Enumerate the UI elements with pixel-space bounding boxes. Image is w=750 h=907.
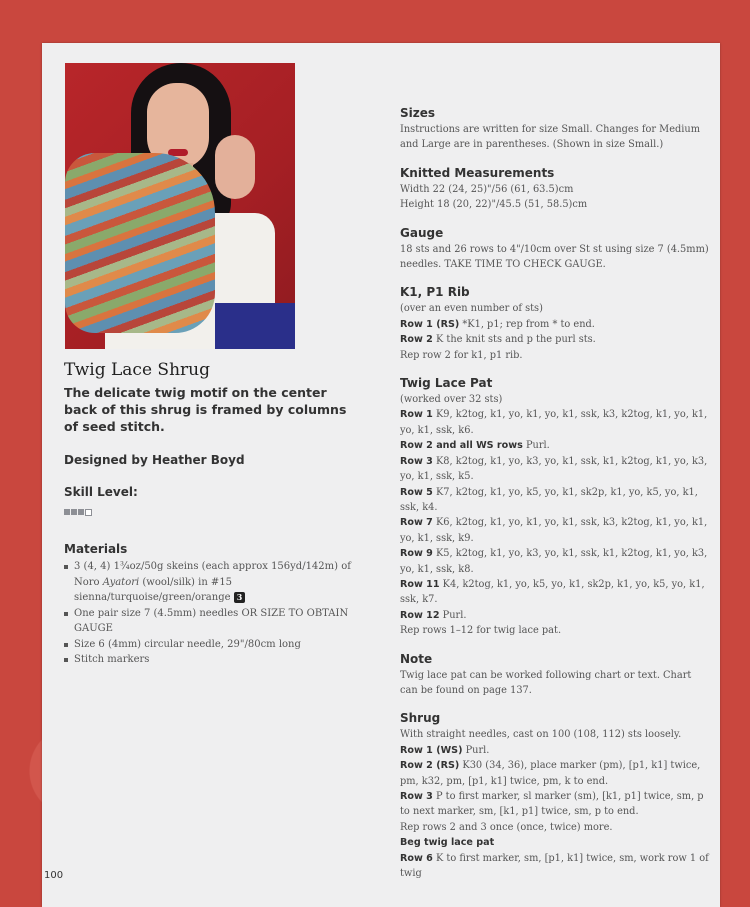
instruction-row	[400, 407, 710, 438]
row-label: Row 5	[400, 486, 433, 498]
sizes-section	[400, 106, 710, 153]
instruction-row	[400, 820, 710, 835]
yarn-text-pre: 3 (4, 4) 1¾oz/50g skeins (each approx 156yd/142m) of Noro	[74, 561, 351, 588]
shrug-section	[400, 711, 710, 881]
lace-subheading: (worked over 32 sts)	[400, 394, 503, 406]
instruction-row	[400, 851, 710, 882]
row-label: Row 2	[400, 334, 433, 346]
materials-item: Size 6 (4mm) circular needle, 29"/80cm long	[64, 637, 354, 653]
instruction-row	[400, 454, 710, 485]
skill-box-filled	[71, 509, 77, 515]
materials-section	[64, 542, 354, 668]
rib-section	[400, 285, 710, 363]
row-label: Row 3	[400, 455, 433, 467]
row-label: Row 2 (RS)	[400, 760, 460, 772]
gauge-heading: Gauge	[400, 225, 444, 240]
skill-level-label: Skill Level:	[64, 485, 138, 499]
measurements-section	[400, 166, 710, 213]
row-text: K8, k2tog, k1, yo, k3, yo, k1, ssk, k1, k2tog, k1, yo, k3, yo, k1, ssk, k5.	[400, 455, 708, 483]
note-text: Twig lace pat can be worked following chart or text. Chart can be found on page 137.	[400, 669, 692, 696]
instruction-row	[400, 623, 710, 638]
left-column	[64, 360, 354, 668]
row-text: Rep row 2 for k1, p1 rib.	[400, 349, 523, 361]
photo-hand	[215, 135, 255, 199]
gauge-text: 18 sts and 26 rows to 4"/10cm over St st using size 7 (4.5mm) needles. TAKE TIME TO CHECK GAUGE.	[400, 243, 709, 271]
note-heading: Note	[400, 651, 433, 666]
page-number: 100	[44, 870, 64, 881]
rib-rows	[400, 317, 710, 363]
instruction-row	[400, 546, 710, 577]
materials-list	[64, 559, 354, 668]
instruction-row	[400, 758, 710, 789]
row-label: Row 11	[400, 578, 440, 590]
skill-box-filled	[64, 509, 70, 515]
materials-item-yarn	[64, 559, 354, 606]
measurement-width: Width 22 (24, 25)"/56 (61, 63.5)cm	[400, 183, 574, 195]
instruction-row	[400, 727, 710, 742]
photo-pants	[215, 303, 295, 349]
row-text: K9, k2tog, k1, yo, k1, yo, k1, ssk, k3, k2tog, k1, yo, k1, yo, k1, ssk, k6.	[400, 409, 708, 436]
row-text: With straight needles, cast on 100 (108, 112) sts loosely.	[400, 729, 682, 741]
instruction-row	[400, 348, 710, 363]
row-label: Row 2 and all WS rows	[400, 440, 523, 452]
pattern-title: Twig Lace Shrug	[64, 360, 210, 380]
designer-credit: Designed by Heather Boyd	[64, 453, 245, 467]
measurements-heading: Knitted Measurements	[400, 165, 555, 180]
skill-level-indicator	[64, 509, 354, 516]
rib-heading: K1, P1 Rib	[400, 285, 470, 300]
row-text: Purl.	[462, 744, 490, 756]
yarn-text-post: (wool/silk) in #15 sienna/turquoise/green/orange	[74, 576, 234, 603]
row-text: Purl.	[439, 609, 467, 621]
instruction-row	[400, 608, 710, 623]
row-label: Beg twig lace pat	[400, 837, 495, 849]
gauge-section	[400, 226, 710, 273]
instruction-row	[400, 743, 710, 758]
row-text: Purl.	[522, 440, 550, 452]
yarn-weight-badge: 3	[234, 592, 246, 603]
row-text: K6, k2tog, k1, yo, k1, yo, k1, ssk, k3, k2tog, k1, yo, k1, yo, k1, ssk, k9.	[400, 517, 708, 544]
shrug-rows	[400, 727, 710, 881]
instruction-row	[400, 515, 710, 546]
materials-item: Stitch markers	[64, 652, 354, 668]
model-photo	[65, 63, 295, 349]
row-text: Rep rows 1–12 for twig lace pat.	[400, 625, 562, 637]
skill-box-filled	[78, 509, 84, 515]
instruction-row	[400, 835, 710, 850]
skill-box-empty	[85, 509, 92, 516]
row-text: *K1, p1; rep from * to end.	[459, 318, 595, 330]
lace-section	[400, 376, 710, 639]
instruction-row	[400, 789, 710, 820]
instruction-row	[400, 577, 710, 608]
row-label: Row 3	[400, 791, 433, 802]
note-section	[400, 652, 710, 699]
row-text: K to first marker, sm, [p1, k1] twice, sm, work row 1 of twig	[400, 852, 709, 880]
row-text: K5, k2tog, k1, yo, k3, yo, k1, ssk, k1, k2tog, k1, yo, k3, yo, k1, ssk, k8.	[400, 548, 708, 575]
row-text: Rep rows 2 and 3 once (once, twice) more.	[400, 821, 613, 833]
pattern-intro: The delicate twig motif on the center back of this shrug is framed by columns of seed stitch.	[64, 385, 347, 434]
row-text: K the knit sts and p the purl sts.	[432, 334, 596, 346]
row-text: P to first marker, sl marker (sm), [k1, p1] twice, sm, p to next marker, sm, [k1, p1] twice, sm, p to end.	[400, 791, 704, 818]
materials-heading: Materials	[64, 542, 128, 556]
row-label: Row 1 (RS)	[400, 318, 460, 330]
lace-heading: Twig Lace Pat	[400, 376, 493, 391]
measurement-height: Height 18 (20, 22)"/45.5 (51, 58.5)cm	[400, 199, 588, 211]
lace-rows	[400, 407, 710, 638]
sizes-text: Instructions are written for size Small. Changes for Medium and Large are in parentheses. (Shown in size Small.)	[400, 124, 700, 151]
shrug-heading: Shrug	[400, 711, 441, 726]
row-label: Row 1 (WS)	[400, 744, 463, 756]
row-label: Row 6	[400, 852, 433, 864]
instruction-row	[400, 317, 710, 332]
yarn-name: Ayatori	[102, 576, 140, 588]
materials-item: One pair size 7 (4.5mm) needles OR SIZE TO OBTAIN GAUGE	[64, 606, 354, 637]
instruction-row	[400, 332, 710, 347]
rib-subheading: (over an even number of sts)	[400, 303, 543, 315]
row-label: Row 1	[400, 409, 433, 421]
row-label: Row 7	[400, 517, 433, 529]
instruction-row	[400, 438, 710, 453]
sizes-heading: Sizes	[400, 106, 436, 120]
row-label: Row 12	[400, 609, 440, 621]
instruction-row	[400, 485, 710, 516]
row-text: K4, k2tog, k1, yo, k5, yo, k1, sk2p, k1, yo, k5, yo, k1, ssk, k7.	[400, 578, 705, 606]
photo-striped-shrug	[65, 153, 215, 333]
row-text: K30 (34, 36), place marker (pm), [p1, k1] twice, pm, k32, pm, [p1, k1] twice, pm, k to end.	[400, 760, 701, 787]
row-label: Row 9	[400, 548, 433, 560]
row-text: K7, k2tog, k1, yo, k5, yo, k1, sk2p, k1, yo, k5, yo, k1, ssk, k4.	[400, 486, 698, 513]
right-column	[400, 106, 710, 894]
